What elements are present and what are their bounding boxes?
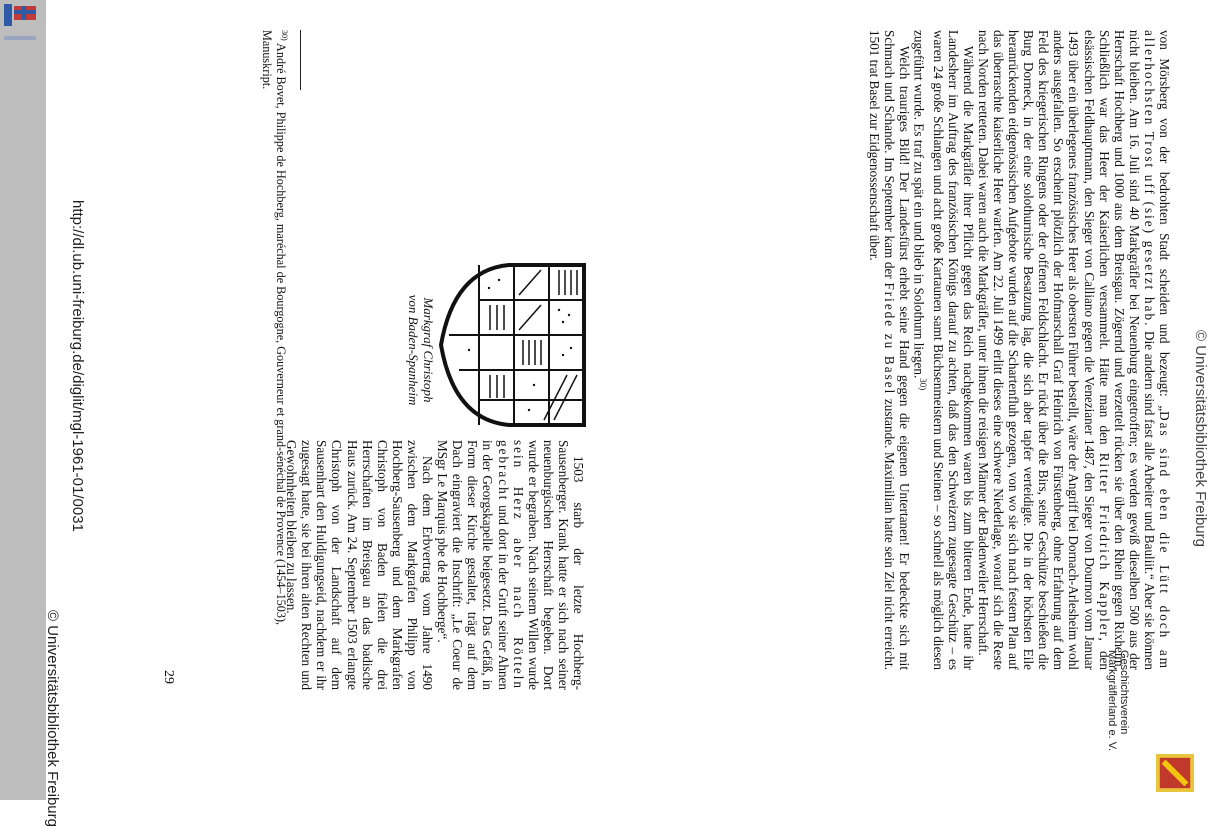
coat-of-arms-caption: Markgraf Christoph von Baden-Spanheim — [406, 294, 436, 406]
coat-of-arms-image — [439, 260, 589, 430]
footnote-30: $^{30)}$ André Bovet, Philippe de Hochberg, maréchal de Bourgogne, Gouverneur et grand-sénéchal de Provence (1454–1503), Manuskript. — [259, 30, 289, 626]
main-text-column: von Mörsberg von der bedrohten Stadt scheiden und bezeugt: „Das sind eben die Lütt doch am allerhochsten Trost uff (sie) gesetzt hab. Die andern sind fast alle Arbeiter und Bauliit.“ Aber sie können nicht bleiben. Am 16. Juli sind 40 Markgräfler bei Neuenburg eingetroffen; es werden gewiß dieselben 500 aus der Herrschaft Hochberg und 1000 aus dem Breisgau. Zögernd und verzettelt rücken sie über den Rhein gegen Rixheim. Schließlich war das Heer der Kaiserlichen versammelt. Hätte man den Ritter Friedrich Kappler, den elsässischen Feldhauptmann, den Sieger von Calliano gegen die Venezianer 1487, den Sieger von Dournon vom Januar 1493 über ein überlegenes französisches Heer als obersten Führer bestellt, wäre der Angriff bei Dornach-Arlesheim wohl anders ausgefallen. So erscheint plötzlich der Hofmarschall Graf Heinrich von Fürstenberg, ohne Erfahrung auf dem Feld des kriegerischen Ringens oder der offenen Feldschlacht. Er rückt über die Birs, seine Geschütze beschießen die Burg Dorneck, in der eine solothurnische Besatzung lag, die sich aber tapfer verteidigte. Die in der höchsten Eile heranrückenden eidgenössischen Aufgebote wurden auf die Schartenfluh gezogen, von wo sie sich nach festem Plan auf das überraschte kaiserliche Heer warfen. Am 22. Juli 1499 erlitt dieses eine schwere Niederlage, worauf sich die Reste nach Norden retteten. Dabei waren auch die Markgräfler, unter ihnen die reisigen Männer der Badenweiler Herrschaft. Während die Markgräfler ihrer Pflicht gegen das Reich nachgekommen waren bis zum bitteren Ende, hatte ihr Landesherr im Auftrag des französischen Königs darauf zu achten, daß das den Schweizern zugesagte Geschütz – es waren 24 große Schlangen und acht große Kartaunen samt Büchsenmeistern und Steinen – so schnell als möglich diesen zugeführt wurde. Es traf zu spät ein und blieb in Solothurn liegen.$^{30)}$ Welch trauriges Bild! Der Landesfürst erhebt seine Hand gegen die eigenen Untertanen! Er bedeckte sich mit Schmach und Schande. Im September kam der Friede zu Basel zustande. Maximilian hatte sein Ziel nicht erreicht. 1501 trat Basel zur Eidgenossenschaft über. — [866, 30, 1172, 670]
scanned-page — [44, 0, 1209, 827]
footnote-separator — [300, 30, 301, 90]
library-copyright: © Universitätsbibliothek Freiburg — [44, 610, 61, 827]
society-logo-icon — [1156, 754, 1194, 792]
left-gutter — [0, 0, 46, 800]
lower-text-column: 1503 starb der letzte Hochberg-Sausenberger. Krank hatte er sich nach seiner neuenburgischen Herrschaft begeben. Dort wurde er begraben. Nach seinem Willen wurde sein Herz aber nach Rötteln gebracht und dort in der Gruft seiner Ahnen in der Georgskapelle beigesetzt. Das Gefäß, in Form dieser Kirche gestaltet, trägt auf dem Dach eingraviert die Inschrift: „Le Coeur de MSgr Le Marquis pbe de Hochberge“. Nach dem Erbvertrag vom Jahre 1490 zwischen dem Markgrafen Philipp von Hochberg-Sausenberg und dem Markgrafen Christoph von Baden fielen die drei Herrschaften im Breisgau an das badische Haus zurück. Am 24. September 1503 erlangte Christoph von der Landschaft auf dem Sausenhart den Huldigungseid, nachdem er ihr zugesagt hatte, sie bei ihren alten Rechten und Gewohnheiten bleiben zu lassen. — [284, 440, 586, 690]
page-number: 29 — [161, 670, 176, 684]
source-url-link[interactable]: http://dl.ub.uni-freiburg.de/diglit/mgl-1961-01/0031 — [69, 200, 86, 532]
library-flag-icon — [0, 0, 40, 48]
society-logo-text: Geschichtsverein Markgräflerland e. V. — [1106, 650, 1130, 752]
top-library-strip: © Universitätsbibliothek Freiburg — [1192, 330, 1209, 547]
